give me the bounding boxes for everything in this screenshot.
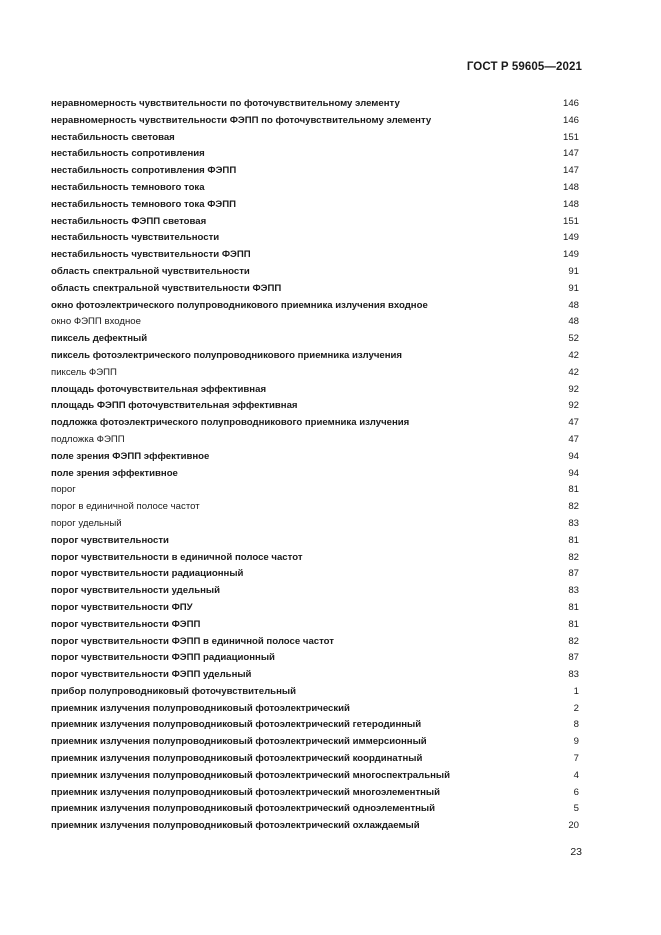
page-number: 23 — [570, 846, 582, 858]
index-page-ref: 94 — [568, 450, 579, 462]
index-term: подложка ФЭПП — [51, 433, 125, 445]
index-page-ref: 148 — [562, 198, 579, 210]
index-entry — [51, 701, 579, 718]
term-index-list — [51, 96, 579, 835]
index-entry — [51, 432, 579, 449]
index-page-ref: 92 — [568, 383, 579, 395]
index-entry — [51, 214, 579, 231]
index-term: область спектральной чувствительности ФЭПП — [51, 282, 282, 294]
index-page-ref: 47 — [568, 417, 579, 429]
index-term: нестабильность темнового тока ФЭПП — [51, 198, 237, 210]
index-entry — [51, 163, 579, 180]
index-page-ref: 81 — [568, 484, 579, 496]
index-term: приемник излучения полупроводниковый фотоэлектрический гетеродинный — [51, 719, 422, 731]
index-entry — [51, 650, 579, 667]
index-page-ref: 6 — [573, 786, 579, 798]
index-term: неравномерность чувствительности ФЭПП по фоточувствительному элементу — [51, 114, 432, 126]
index-term: приемник излучения полупроводниковый фотоэлектрический иммерсионный — [51, 736, 427, 748]
index-entry — [51, 768, 579, 785]
index-page-ref: 48 — [568, 316, 579, 328]
index-term: порог в единичной полосе частот — [51, 501, 200, 513]
index-entry — [51, 382, 579, 399]
index-term: нестабильность световая — [51, 131, 175, 143]
standard-designation: ГОСТ Р 59605—2021 — [466, 61, 582, 73]
index-term: порог чувствительности удельный — [51, 585, 220, 597]
index-page-ref: 151 — [562, 215, 579, 227]
index-entry — [51, 415, 579, 432]
index-entry — [51, 298, 579, 315]
index-page-ref: 81 — [568, 618, 579, 630]
index-term: порог чувствительности в единичной полосе частот — [51, 551, 303, 563]
index-page-ref: 5 — [573, 803, 579, 815]
index-term: нестабильность сопротивления — [51, 148, 205, 160]
index-entry — [51, 583, 579, 600]
index-term: область спектральной чувствительности — [51, 265, 250, 277]
index-entry — [51, 684, 579, 701]
index-entry — [51, 751, 579, 768]
index-term: пиксель ФЭПП — [51, 366, 117, 378]
index-page-ref: 83 — [568, 517, 579, 529]
index-entry — [51, 281, 579, 298]
index-page-ref: 8 — [573, 719, 579, 731]
index-term: пиксель дефектный — [51, 333, 148, 345]
index-entry — [51, 398, 579, 415]
index-page-ref: 92 — [568, 400, 579, 412]
index-term: нестабильность ФЭПП световая — [51, 215, 207, 227]
index-page-ref: 83 — [568, 585, 579, 597]
index-entry — [51, 667, 579, 684]
index-term: нестабильность темнового тока — [51, 181, 205, 193]
index-term: порог чувствительности ФЭПП — [51, 618, 201, 630]
index-term: порог чувствительности ФПУ — [51, 601, 193, 613]
index-entry — [51, 247, 579, 264]
index-entry — [51, 331, 579, 348]
index-page-ref: 91 — [568, 282, 579, 294]
index-entry — [51, 785, 579, 802]
index-entry — [51, 499, 579, 516]
index-page-ref: 87 — [568, 652, 579, 664]
index-term: поле зрения ФЭПП эффективное — [51, 450, 210, 462]
index-entry — [51, 348, 579, 365]
index-term: приемник излучения полупроводниковый фотоэлектрический координатный — [51, 753, 423, 765]
index-page-ref: 47 — [568, 433, 579, 445]
index-term: прибор полупроводниковый фоточувствительный — [51, 685, 296, 697]
index-term: приемник излучения полупроводниковый фотоэлектрический охлаждаемый — [51, 820, 420, 832]
index-page-ref: 146 — [562, 98, 579, 109]
index-page-ref: 81 — [568, 601, 579, 613]
index-term: порог удельный — [51, 517, 122, 529]
index-term: неравномерность чувствительности по фоточувствительному элементу — [51, 98, 400, 109]
index-term: поле зрения эффективное — [51, 467, 178, 479]
index-entry — [51, 516, 579, 533]
index-entry — [51, 314, 579, 331]
index-page-ref: 147 — [562, 148, 579, 160]
index-page-ref: 42 — [568, 349, 579, 361]
index-term: приемник излучения полупроводниковый фотоэлектрический многоспектральный — [51, 769, 451, 781]
index-page-ref: 146 — [562, 114, 579, 126]
index-entry — [51, 482, 579, 499]
index-term: подложка фотоэлектрического полупроводникового приемника излучения — [51, 417, 410, 429]
index-entry — [51, 230, 579, 247]
index-page-ref: 4 — [573, 769, 579, 781]
index-entry — [51, 466, 579, 483]
index-term: порог чувствительности — [51, 534, 169, 546]
index-entry — [51, 365, 579, 382]
index-page-ref: 82 — [568, 501, 579, 513]
index-page-ref: 82 — [568, 551, 579, 563]
index-entry — [51, 197, 579, 214]
index-term: окно ФЭПП входное — [51, 316, 141, 328]
index-page-ref: 1 — [573, 685, 579, 697]
index-entry — [51, 146, 579, 163]
index-entry — [51, 617, 579, 634]
index-entry — [51, 566, 579, 583]
index-entry — [51, 818, 579, 835]
index-term: площадь фоточувствительная эффективная — [51, 383, 267, 395]
index-term: приемник излучения полупроводниковый фотоэлектрический многоэлементный — [51, 786, 441, 798]
index-entry — [51, 533, 579, 550]
index-term: нестабильность сопротивления ФЭПП — [51, 165, 237, 177]
index-term: приемник излучения полупроводниковый фотоэлектрический одноэлементный — [51, 803, 436, 815]
index-term: нестабильность чувствительности ФЭПП — [51, 249, 251, 261]
index-page-ref: 42 — [568, 366, 579, 378]
index-page-ref: 149 — [562, 232, 579, 244]
index-entry — [51, 734, 579, 751]
index-page-ref: 151 — [562, 131, 579, 143]
index-term: порог чувствительности ФЭПП удельный — [51, 669, 252, 681]
index-page-ref: 87 — [568, 568, 579, 580]
index-entry — [51, 550, 579, 567]
index-entry — [51, 717, 579, 734]
index-page-ref: 149 — [562, 249, 579, 261]
index-entry — [51, 634, 579, 651]
index-term: порог чувствительности радиационный — [51, 568, 244, 580]
index-term: порог — [51, 484, 76, 496]
index-page-ref: 9 — [573, 736, 579, 748]
index-entry — [51, 130, 579, 147]
index-page-ref: 91 — [568, 265, 579, 277]
index-term: окно фотоэлектрического полупроводникового приемника излучения входное — [51, 299, 428, 311]
index-entry — [51, 96, 579, 113]
index-page-ref: 52 — [568, 333, 579, 345]
index-term: порог чувствительности ФЭПП радиационный — [51, 652, 275, 664]
index-term: пиксель фотоэлектрического полупроводникового приемника излучения — [51, 349, 403, 361]
index-entry — [51, 113, 579, 130]
index-page-ref: 83 — [568, 669, 579, 681]
index-page-ref: 148 — [562, 181, 579, 193]
index-term: нестабильность чувствительности — [51, 232, 220, 244]
index-term: приемник излучения полупроводниковый фотоэлектрический — [51, 702, 350, 714]
index-page-ref: 48 — [568, 299, 579, 311]
index-term: площадь ФЭПП фоточувствительная эффективная — [51, 400, 298, 412]
index-entry — [51, 600, 579, 617]
index-page-ref: 7 — [573, 753, 579, 765]
index-page-ref: 2 — [573, 702, 579, 714]
index-page-ref: 81 — [568, 534, 579, 546]
index-page-ref: 94 — [568, 467, 579, 479]
index-page-ref: 82 — [568, 635, 579, 647]
index-entry — [51, 180, 579, 197]
index-entry — [51, 449, 579, 466]
index-page-ref: 147 — [562, 165, 579, 177]
index-entry — [51, 264, 579, 281]
index-term: порог чувствительности ФЭПП в единичной полосе частот — [51, 635, 335, 647]
index-entry — [51, 801, 579, 818]
index-page-ref: 20 — [568, 820, 579, 832]
